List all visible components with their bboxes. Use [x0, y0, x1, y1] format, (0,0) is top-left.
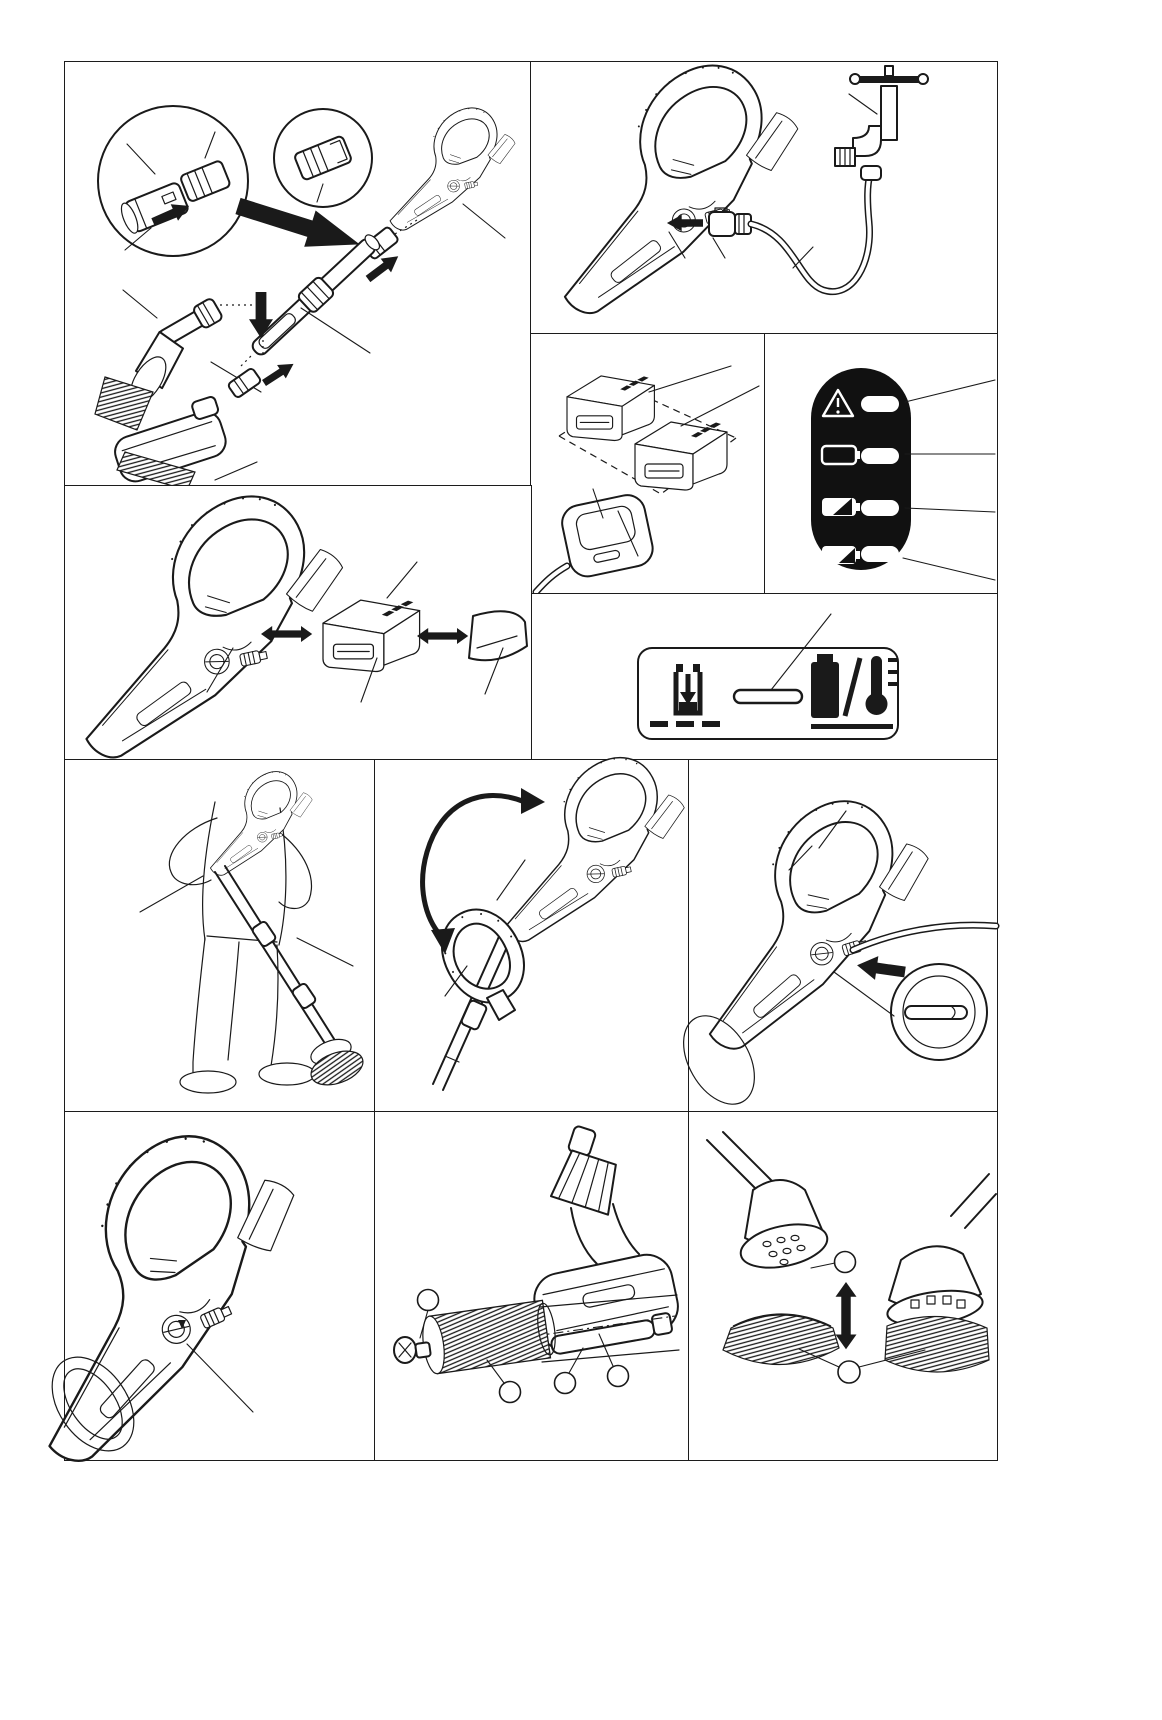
detail-circle-icon	[891, 964, 987, 1060]
callout-circle-icon	[835, 1252, 856, 1273]
posture-illustration	[65, 760, 374, 1111]
regulator-illustration	[689, 760, 996, 1111]
callout-circle-icon	[418, 1290, 439, 1311]
assembly-illustration	[65, 62, 530, 485]
brush-head-with-brush	[885, 1174, 996, 1372]
panel-water-flow-regulator	[688, 759, 998, 1113]
panel-battery-charging	[530, 333, 766, 595]
panel-battery-insert-remove	[64, 485, 532, 761]
rotation-illustration	[375, 760, 688, 1111]
roller-brush-icon	[420, 1299, 559, 1375]
device-detail-illustration	[65, 1112, 374, 1459]
callout-circle-icon	[500, 1382, 521, 1403]
telescopic-shaft	[247, 230, 384, 360]
battery-half-icon	[822, 498, 860, 516]
panel-device-side-view	[64, 1111, 376, 1461]
battery-full-icon	[811, 654, 839, 718]
battery-cover-icon	[469, 611, 527, 660]
three-dashes	[650, 721, 720, 727]
device-handle-unit	[504, 38, 813, 337]
shaft-coupling-detail	[117, 160, 234, 235]
charging-illustration	[531, 334, 764, 593]
device-handle-unit	[0, 1103, 315, 1487]
solid-underline	[811, 724, 893, 729]
panel-working-posture	[64, 759, 376, 1113]
battery-swap-illustration	[65, 486, 530, 759]
device-handle-unit	[647, 774, 944, 1071]
device-handle-unit	[361, 94, 522, 242]
callout-circle-icon	[838, 1361, 860, 1383]
spray-head-icon	[707, 1132, 831, 1275]
led-pill-icon	[861, 396, 899, 412]
coupling-piece-2	[227, 367, 261, 398]
round-brush-icon	[885, 1316, 989, 1372]
panel-assembly-exploded-view	[64, 61, 532, 487]
roller-brush-illustration	[375, 1112, 688, 1459]
battery-pack-icon	[635, 422, 727, 490]
led-indicator-illustration	[765, 334, 996, 593]
double-arrow-icon	[417, 628, 468, 644]
led-pill-icon	[861, 448, 899, 464]
coupling-detail-2	[294, 135, 353, 180]
thermometer-icon	[866, 656, 899, 715]
tap-icon	[835, 66, 928, 180]
battery-pack-icon	[567, 376, 654, 441]
quick-connector-icon	[709, 208, 751, 236]
block-arrow-icon	[260, 357, 298, 390]
block-arrow-icon	[232, 188, 365, 263]
charger-icon	[559, 492, 656, 580]
battery-low-icon	[822, 546, 860, 564]
panel-charge-level-indicator	[764, 333, 998, 595]
panel-brush-head-swap	[688, 1111, 998, 1461]
block-arrow-icon	[855, 953, 906, 984]
panel-front-handle-rotation	[374, 759, 690, 1113]
brush-housing	[530, 1250, 683, 1355]
battery-insert-icon	[676, 664, 700, 713]
double-arrow-icon	[836, 1282, 857, 1349]
led-pill-icon	[861, 546, 899, 562]
device-handle-unit	[23, 467, 358, 783]
legend-illustration	[531, 594, 996, 759]
callout-circle-icon	[608, 1366, 629, 1387]
slash-icon	[845, 658, 860, 716]
round-brush-icon	[723, 1314, 839, 1365]
led-pill-icon	[861, 500, 899, 516]
panel-water-tap-hose-connection	[530, 61, 998, 335]
led-strip-icon	[734, 690, 802, 703]
tap-connection-illustration	[531, 62, 996, 333]
connector-tube	[551, 1125, 639, 1264]
panel-roller-brush-replacement	[374, 1111, 690, 1461]
brush-swap-illustration	[689, 1112, 996, 1459]
callout-circle-icon	[555, 1373, 576, 1394]
panel-charger-led-legend	[530, 593, 998, 761]
battery-pack-icon	[323, 600, 420, 671]
